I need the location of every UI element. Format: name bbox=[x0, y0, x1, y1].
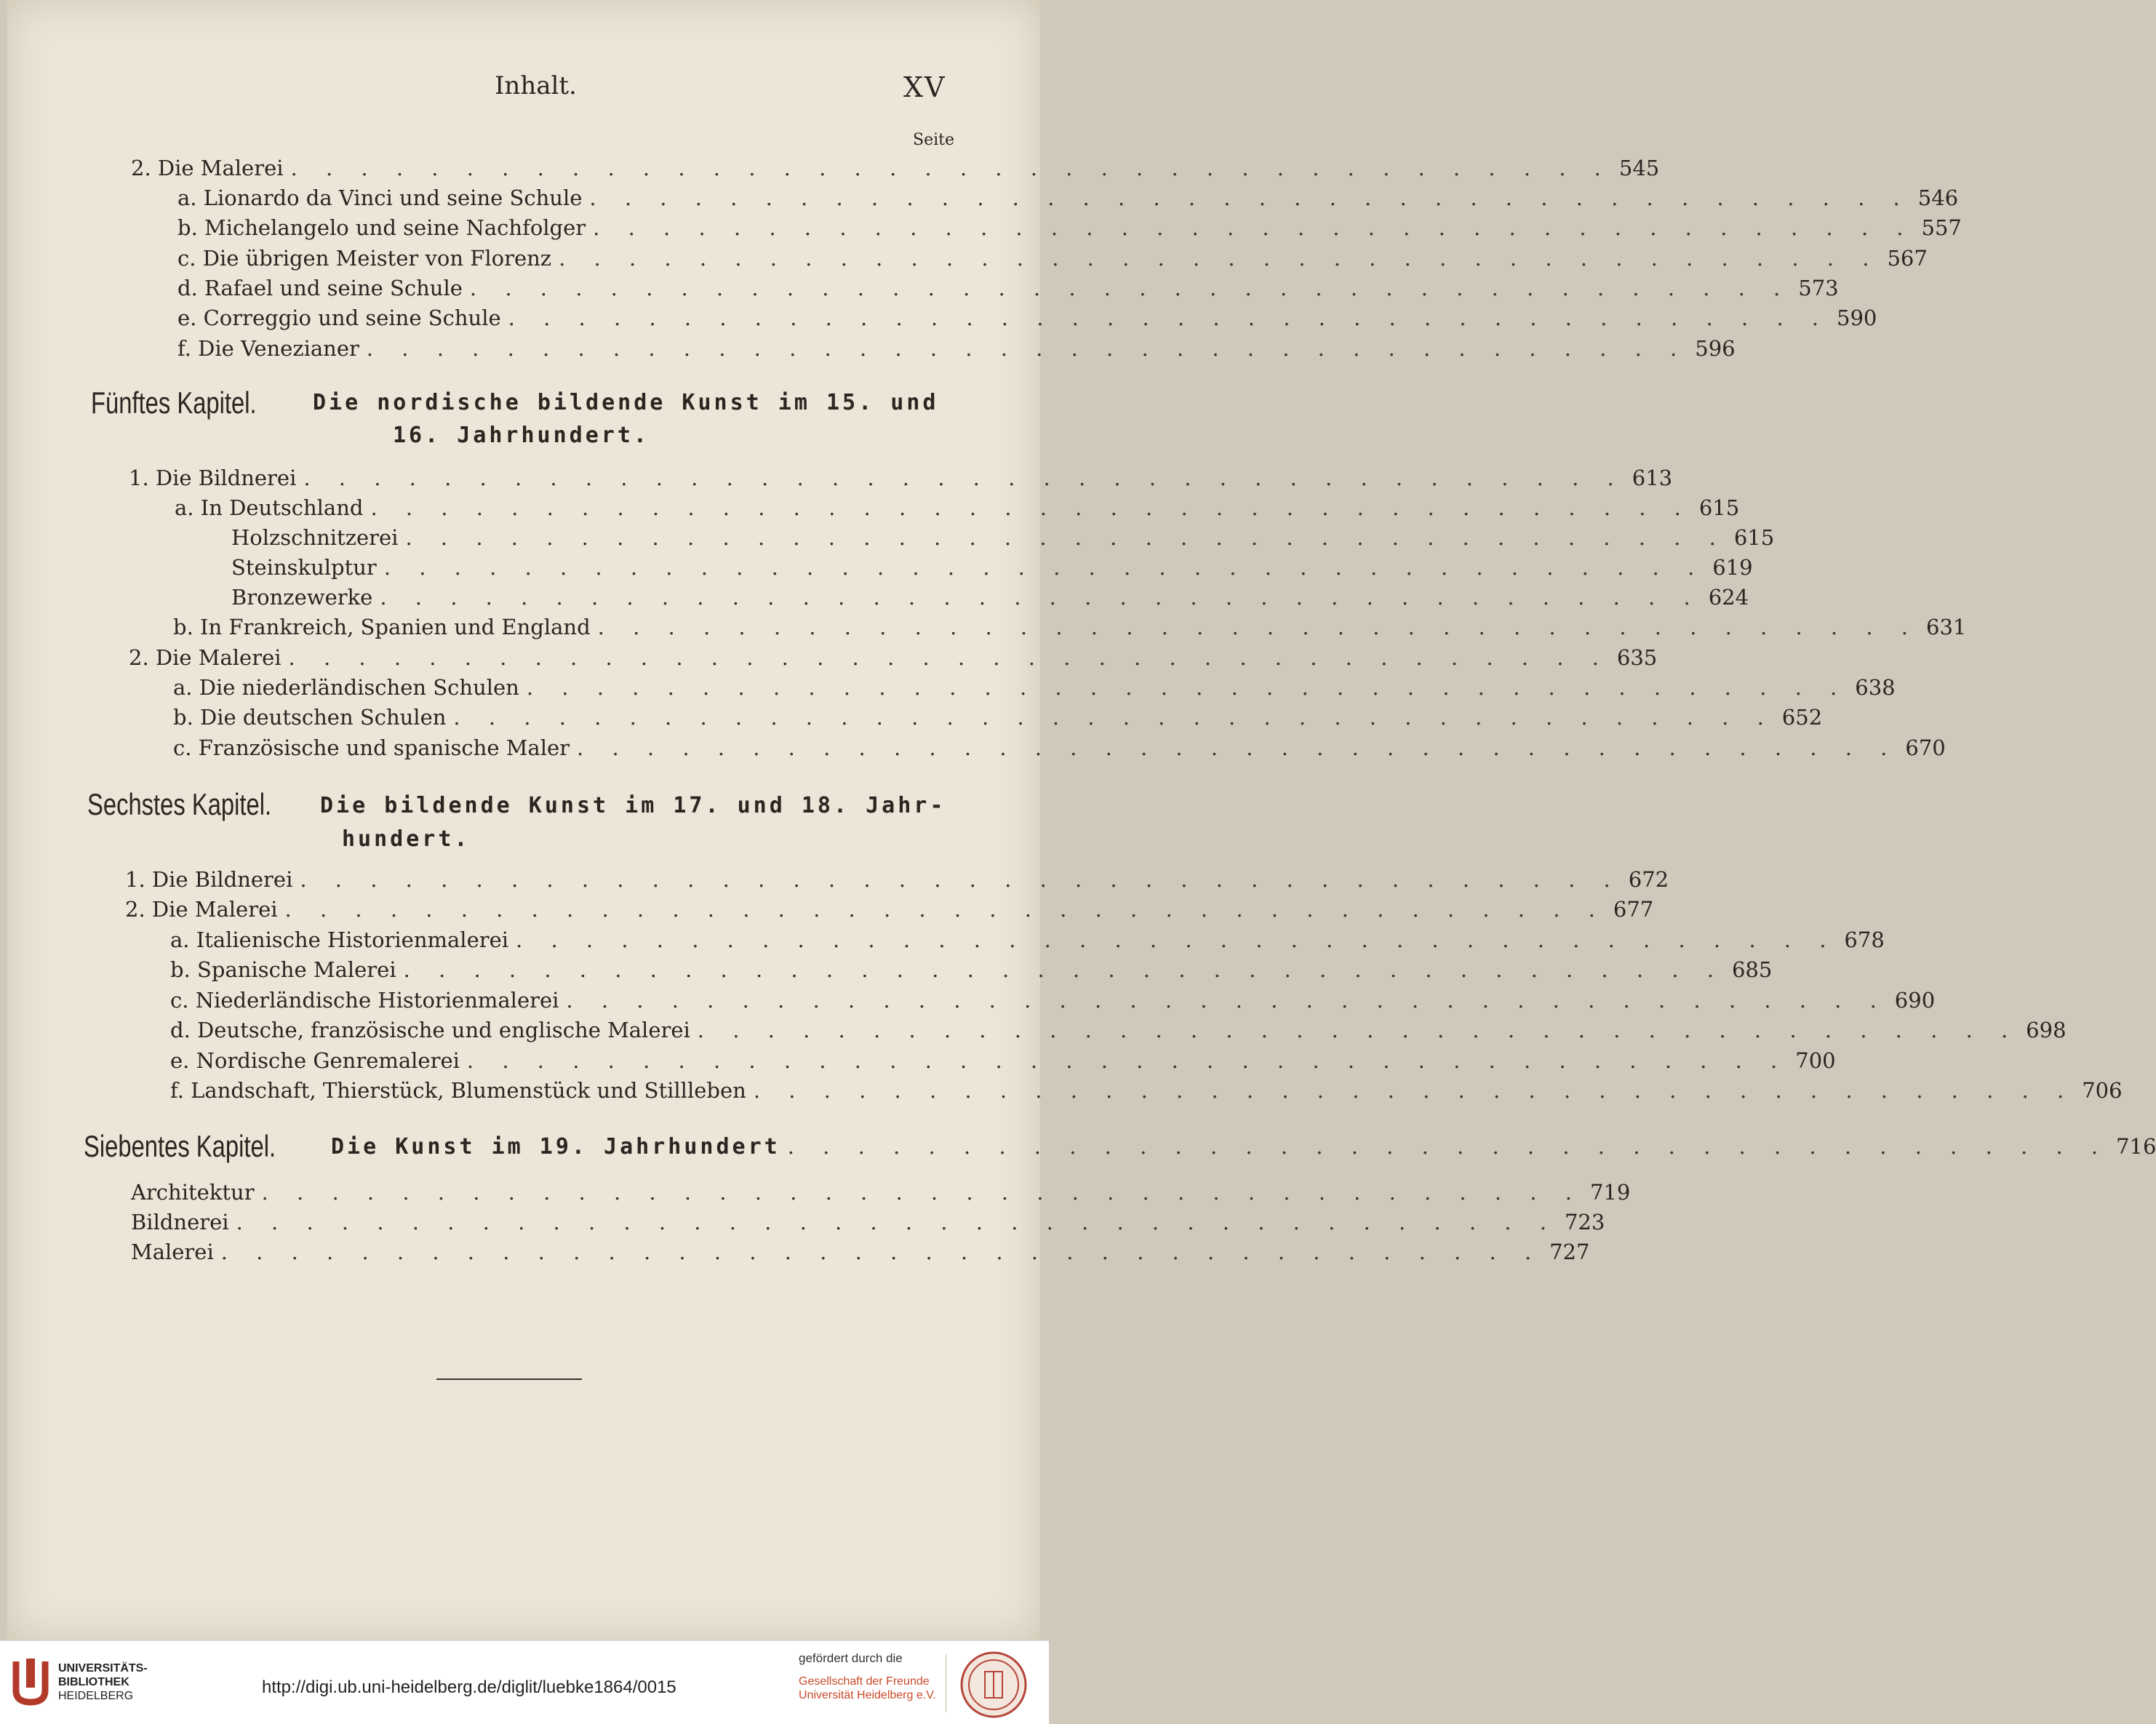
toc-entry bbox=[170, 1048, 1836, 1077]
leader-dots: . . . . . . . . . . . . . . . . . . . . . . . . . . . . . . . . . . . . . . bbox=[597, 615, 1920, 639]
entry-label: Die Bildnerei bbox=[151, 867, 293, 892]
entry-label: Nordische Genremalerei bbox=[196, 1048, 460, 1073]
chapter-title: Die bildende Kunst im 17. und 18. Jahr- bbox=[320, 793, 946, 818]
toc-entry bbox=[231, 555, 1753, 584]
entry-page: 719 bbox=[1589, 1180, 1631, 1205]
entry-page: 700 bbox=[1795, 1048, 1836, 1073]
entry-number: b. bbox=[170, 957, 191, 982]
entry-page: 672 bbox=[1628, 867, 1669, 892]
leader-dots: . . . . . . . . . . . . . . . . . . . . . . . . . . . . . . . . . . . . . . bbox=[697, 1018, 2019, 1042]
entry-label: Die niederländischen Schulen bbox=[199, 675, 519, 700]
entry-number: e. bbox=[170, 1048, 190, 1073]
entry-number: c. bbox=[170, 988, 189, 1013]
entry-page: 546 bbox=[1917, 185, 1959, 210]
leader-dots: . . . . . . . . . . . . . . . . . . . . . . . . . . . . . . . . . . . . . . bbox=[787, 1134, 2109, 1159]
toc-entry bbox=[173, 615, 1967, 644]
entry-page: 670 bbox=[1905, 735, 1946, 760]
entry-page: 716 bbox=[2116, 1134, 2156, 1159]
entry-label: Französische und spanische Maler bbox=[198, 735, 570, 760]
running-head-title: Inhalt. bbox=[495, 71, 577, 100]
running-head-page-number: XV bbox=[903, 71, 946, 103]
entry-label: Niederländische Historienmalerei bbox=[195, 988, 559, 1013]
entry-page: 631 bbox=[1926, 615, 1967, 639]
leader-dots: . . . . . . . . . . . . . . . . . . . . . . . . . . . . . . . . . . . . . . bbox=[403, 957, 1725, 982]
chapter-title-continued: hundert. bbox=[342, 826, 471, 852]
chapter-number: Fünftes Kapitel. bbox=[91, 386, 257, 420]
leader-dots: . . . . . . . . . . . . . . . . . . . . . . . . . . . . . . . . . . . . . . bbox=[236, 1210, 1557, 1234]
entry-label: Die Malerei bbox=[151, 897, 278, 922]
leader-dots: . . . . . . . . . . . . . . . . . . . . . . . . . . . . . . . . . . . . . . bbox=[589, 185, 1911, 210]
leader-dots: . . . . . . . . . . . . . . . . . . . . . . . . . . . . . . . . . . . . . . bbox=[559, 246, 1880, 271]
entry-page: 723 bbox=[1564, 1210, 1605, 1234]
sponsor-name: Gesellschaft der Freunde bbox=[799, 1675, 930, 1688]
leader-dots: . . . . . . . . . . . . . . . . . . . . . . . . . . . . . . . . . . . . . . bbox=[753, 1078, 2075, 1103]
entry-page: 652 bbox=[1781, 705, 1823, 730]
entry-label: Bildnerei bbox=[131, 1210, 229, 1234]
toc-entry bbox=[170, 988, 1936, 1017]
toc-entry bbox=[170, 957, 1773, 986]
entry-label: Die Malerei bbox=[155, 645, 282, 670]
entry-number: c. bbox=[173, 735, 192, 760]
leader-dots: . . . . . . . . . . . . . . . . . . . . . . . . . . . . . . . . . . . . . . bbox=[466, 1048, 1789, 1073]
entry-page: 557 bbox=[1921, 215, 1962, 240]
sponsor-intro: gefördert durch die bbox=[799, 1651, 903, 1665]
library-name-line: HEIDELBERG bbox=[58, 1690, 134, 1702]
entry-number: b. bbox=[173, 615, 193, 639]
entry-number: d. bbox=[177, 276, 198, 300]
leader-dots: . . . . . . . . . . . . . . . . . . . . . . . . . . . . . . . . . . . . . . bbox=[469, 276, 1792, 300]
entry-label: Die Bildnerei bbox=[155, 466, 297, 490]
toc-entry bbox=[125, 897, 1654, 926]
toc-entry bbox=[177, 276, 1839, 305]
entry-page: 677 bbox=[1613, 897, 1654, 922]
toc-entry bbox=[177, 336, 1736, 365]
entry-label: Lionardo da Vinci und seine Schule bbox=[203, 185, 583, 210]
toc-entry bbox=[177, 246, 1928, 275]
entry-page: 615 bbox=[1733, 525, 1775, 550]
chapter-title-continued: 16. Jahrhundert. bbox=[393, 423, 650, 448]
entry-label: In Frankreich, Spanien und England bbox=[200, 615, 591, 639]
entry-page: 619 bbox=[1712, 555, 1753, 580]
entry-label: Bronzewerke bbox=[231, 585, 373, 610]
toc-entry bbox=[231, 585, 1749, 614]
leader-dots: . . . . . . . . . . . . . . . . . . . . . . . . . . . . . . . . . . . . . . bbox=[261, 1180, 1583, 1205]
leader-dots: . . . . . . . . . . . . . . . . . . . . . . . . . . . . . . . . . . . . . . bbox=[370, 495, 1692, 520]
entry-page: 685 bbox=[1731, 957, 1773, 982]
leader-dots: . . . . . . . . . . . . . . . . . . . . . . . . . . . . . . . . . . . . . . bbox=[220, 1240, 1543, 1264]
entry-number: 1. bbox=[129, 466, 149, 490]
entry-label: Die übrigen Meister von Florenz bbox=[202, 246, 552, 271]
chapter-title: Die Kunst im 19. Jahrhundert bbox=[331, 1134, 780, 1160]
toc-entry bbox=[173, 735, 1946, 765]
toc-entry bbox=[173, 705, 1823, 734]
entry-page: 698 bbox=[2026, 1018, 2067, 1042]
library-logo-icon bbox=[10, 1657, 51, 1708]
chapter-number: Sechstes Kapitel. bbox=[87, 787, 272, 821]
toc-entry bbox=[131, 1180, 1631, 1209]
permalink-url[interactable]: http://digi.ub.uni-heidelberg.de/diglit/luebke1864/0015 bbox=[262, 1677, 676, 1697]
leader-dots: . . . . . . . . . . . . . . . . . . . . . . . . . . . . . . . . . . . . . . bbox=[593, 215, 1915, 240]
viewer-footer bbox=[0, 1640, 1049, 1724]
entry-number: d. bbox=[170, 1018, 191, 1042]
page-column-header: Seite bbox=[913, 131, 954, 149]
chapter-number: Siebentes Kapitel. bbox=[84, 1129, 276, 1163]
entry-label: Steinskulptur bbox=[231, 555, 377, 580]
entry-label: Rafael und seine Schule bbox=[204, 276, 463, 300]
entry-number: a. bbox=[170, 927, 190, 952]
entry-label: Die Malerei bbox=[157, 156, 284, 180]
entry-label: Landschaft, Thierstück, Blumenstück und Stillleben bbox=[191, 1078, 746, 1103]
entry-label: Die Venezianer bbox=[198, 336, 359, 361]
entry-page: 615 bbox=[1698, 495, 1740, 520]
chapter-title: Die nordische bildende Kunst im 15. und bbox=[313, 390, 939, 415]
entry-number: b. bbox=[177, 215, 198, 240]
entry-number: f. bbox=[170, 1078, 184, 1103]
leader-dots: . . . . . . . . . . . . . . . . . . . . . . . . . . . . . . . . . . . . . . bbox=[566, 988, 1888, 1013]
entry-number: 1. bbox=[125, 867, 145, 892]
entry-label: Italienische Historienmalerei bbox=[196, 927, 509, 952]
entry-page: 635 bbox=[1616, 645, 1658, 670]
entry-page: 706 bbox=[2082, 1078, 2123, 1103]
entry-number: c. bbox=[177, 246, 196, 271]
entry-label: Malerei bbox=[131, 1240, 214, 1264]
entry-number: 2. bbox=[125, 897, 145, 922]
entry-page: 545 bbox=[1618, 156, 1660, 180]
entry-page: 573 bbox=[1798, 276, 1839, 300]
entry-number: 2. bbox=[129, 645, 149, 670]
leader-dots: . . . . . . . . . . . . . . . . . . . . . . . . . . . . . . . . . . . . . . bbox=[405, 525, 1727, 550]
entry-page: 727 bbox=[1549, 1240, 1590, 1264]
toc-entry bbox=[129, 645, 1658, 674]
toc-entry bbox=[170, 1078, 2123, 1107]
leader-dots: . . . . . . . . . . . . . . . . . . . . . . . . . . . . . . . . . . . . . . bbox=[288, 645, 1610, 670]
leader-dots: . . . . . . . . . . . . . . . . . . . . . . . . . . . . . . . . . . . . . . bbox=[303, 466, 1625, 490]
chapter-title-line bbox=[331, 1134, 2156, 1163]
toc-entry bbox=[170, 927, 1885, 957]
entry-number: a. bbox=[175, 495, 194, 520]
toc-entry bbox=[231, 525, 1775, 554]
entry-label: Michelangelo und seine Nachfolger bbox=[204, 215, 586, 240]
entry-page: 567 bbox=[1887, 246, 1928, 271]
leader-dots: . . . . . . . . . . . . . . . . . . . . . . . . . . . . . . . . . . . . . . bbox=[577, 735, 1899, 760]
toc-entry bbox=[131, 1210, 1605, 1239]
leader-dots: . . . . . . . . . . . . . . . . . . . . . . . . . . . . . . . . . . . . . . bbox=[366, 336, 1688, 361]
entry-page: 624 bbox=[1708, 585, 1749, 610]
leader-dots: . . . . . . . . . . . . . . . . . . . . . . . . . . . . . . . . . . . . . . bbox=[516, 927, 1837, 952]
entry-page: 690 bbox=[1894, 988, 1936, 1013]
entry-page: 678 bbox=[1844, 927, 1885, 952]
entry-page: 613 bbox=[1632, 466, 1673, 490]
toc-entry bbox=[177, 306, 1877, 335]
leader-dots: . . . . . . . . . . . . . . . . . . . . . . . . . . . . . . . . . . . . . . bbox=[290, 156, 1612, 180]
leader-dots: . . . . . . . . . . . . . . . . . . . . . . . . . . . . . . . . . . . . . . bbox=[383, 555, 1706, 580]
entry-number: a. bbox=[177, 185, 197, 210]
toc-entry bbox=[170, 1018, 2067, 1047]
entry-number: a. bbox=[173, 675, 193, 700]
leader-dots: . . . . . . . . . . . . . . . . . . . . . . . . . . . . . . . . . . . . . . bbox=[453, 705, 1775, 730]
toc-entry bbox=[177, 215, 1962, 244]
entry-number: 2. bbox=[131, 156, 151, 180]
entry-page: 638 bbox=[1855, 675, 1896, 700]
leader-dots: . . . . . . . . . . . . . . . . . . . . . . . . . . . . . . . . . . . . . . bbox=[380, 585, 1701, 610]
sponsor-block bbox=[799, 1651, 936, 1702]
entry-label: Die deutschen Schulen bbox=[200, 705, 447, 730]
entry-label: Architektur bbox=[131, 1180, 255, 1205]
entry-label: Correggio und seine Schule bbox=[203, 306, 501, 330]
library-name-line: UNIVERSITÄTS- bbox=[58, 1662, 148, 1675]
entry-number: f. bbox=[177, 336, 191, 361]
leader-dots: . . . . . . . . . . . . . . . . . . . . . . . . . . . . . . . . . . . . . . bbox=[284, 897, 1606, 922]
entry-label: Spanische Malerei bbox=[197, 957, 396, 982]
toc-entry bbox=[175, 495, 1740, 524]
toc-entry bbox=[131, 156, 1660, 185]
university-seal-icon bbox=[959, 1650, 1029, 1720]
toc-entry bbox=[125, 867, 1669, 896]
toc-entry bbox=[129, 466, 1673, 495]
leader-dots: . . . . . . . . . . . . . . . . . . . . . . . . . . . . . . . . . . . . . . bbox=[508, 306, 1830, 330]
entry-label: Holzschnitzerei bbox=[231, 525, 399, 550]
toc-entry bbox=[173, 675, 1896, 704]
entry-label: In Deutschland bbox=[200, 495, 364, 520]
leader-dots: . . . . . . . . . . . . . . . . . . . . . . . . . . . . . . . . . . . . . . bbox=[526, 675, 1848, 700]
entry-number: e. bbox=[177, 306, 197, 330]
entry-page: 596 bbox=[1695, 336, 1736, 361]
entry-number: b. bbox=[173, 705, 193, 730]
closing-rule bbox=[436, 1378, 582, 1380]
toc-entry bbox=[131, 1240, 1590, 1269]
toc-entry bbox=[177, 185, 1959, 215]
entry-label: Deutsche, französische und englische Malerei bbox=[197, 1018, 690, 1042]
library-name-line: BIBLIOTHEK bbox=[58, 1676, 129, 1688]
scanned-page bbox=[7, 0, 2156, 1640]
leader-dots: . . . . . . . . . . . . . . . . . . . . . . . . . . . . . . . . . . . . . . bbox=[300, 867, 1621, 892]
library-name bbox=[58, 1661, 148, 1703]
entry-page: 590 bbox=[1837, 306, 1877, 330]
sponsor-name-2: Universität Heidelberg e.V. bbox=[799, 1689, 936, 1701]
